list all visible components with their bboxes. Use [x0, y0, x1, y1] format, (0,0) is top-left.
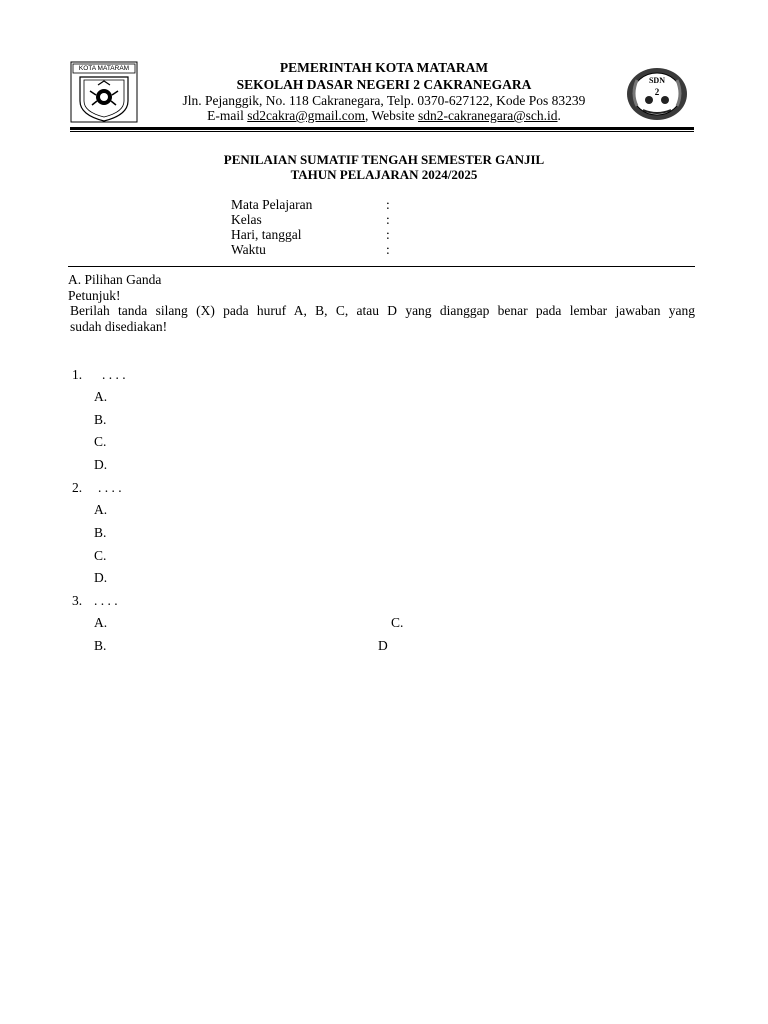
exam-title — [130, 152, 638, 184]
option-d[interactable]: D. — [94, 570, 108, 585]
option-c[interactable]: C. — [94, 434, 107, 449]
email-prefix: E-mail — [207, 108, 248, 123]
question-number: 1. — [72, 367, 83, 382]
letterhead-divider-thin — [70, 131, 694, 132]
option-b[interactable]: B. — [94, 412, 107, 427]
info-time-label: Waktu — [231, 242, 266, 257]
email-link[interactable]: sd2cakra@gmail.com — [247, 108, 365, 123]
question-text: . . . . — [98, 480, 122, 495]
exam-info — [231, 197, 431, 259]
question-number: 3. — [72, 593, 83, 608]
exam-title-line2: TAHUN PELAJARAN 2024/2025 — [290, 167, 478, 182]
option-c[interactable]: C. — [94, 548, 107, 563]
option-b[interactable]: B. — [94, 638, 107, 653]
website-suffix: . — [557, 108, 561, 123]
info-date-colon: : — [386, 227, 390, 242]
instruction-title: Petunjuk! — [68, 288, 121, 303]
option-a[interactable]: A. — [94, 389, 108, 404]
kota-mataram-logo-label: KOTA MATARAM — [78, 65, 130, 72]
section-heading: A. Pilihan Ganda — [68, 272, 162, 287]
option-b[interactable]: B. — [94, 525, 107, 540]
website-prefix: , Website — [365, 108, 419, 123]
sdn-logo-label: SDN — [648, 76, 665, 85]
government-name: PEMERINTAH KOTA MATARAM — [279, 60, 489, 75]
option-d[interactable]: D — [378, 638, 388, 653]
exam-title-line1: PENILAIAN SUMATIF TENGAH SEMESTER GANJIL — [223, 152, 545, 167]
instruction-text-line1: Berilah tanda silang (X) pada huruf A, B, C, atau D yang dianggap benar pada lembar jawaban yang — [70, 303, 695, 318]
info-subject-label: Mata Pelajaran — [231, 197, 313, 212]
instruction-text-line2: sudah disediakan! — [70, 319, 168, 334]
info-subject-colon: : — [386, 197, 390, 212]
info-time-colon: : — [386, 242, 390, 257]
kota-mataram-logo — [70, 61, 138, 123]
option-c[interactable]: C. — [391, 615, 404, 630]
info-class-label: Kelas — [231, 212, 262, 227]
info-class-colon: : — [386, 212, 390, 227]
info-date-label: Hari, tanggal — [231, 227, 302, 242]
option-a[interactable]: A. — [94, 615, 108, 630]
website-link[interactable]: sdn2-cakranegara@sch.id — [418, 108, 558, 123]
option-d[interactable]: D. — [94, 457, 108, 472]
school-address: Jln. Pejanggik, No. 118 Cakranegara, Telp. 0370-627122, Kode Pos 83239 — [182, 93, 586, 108]
question-text: . . . . — [102, 367, 126, 382]
question-number: 2. — [72, 480, 83, 495]
info-divider — [68, 266, 695, 267]
sdn-logo-number: 2 — [654, 87, 660, 97]
question-text: . . . . — [94, 593, 118, 608]
letterhead-divider-thick — [70, 127, 694, 130]
option-a[interactable]: A. — [94, 502, 108, 517]
school-name: SEKOLAH DASAR NEGERI 2 CAKRANEGARA — [236, 77, 532, 92]
school-contact — [130, 108, 638, 123]
letterhead — [130, 60, 638, 124]
